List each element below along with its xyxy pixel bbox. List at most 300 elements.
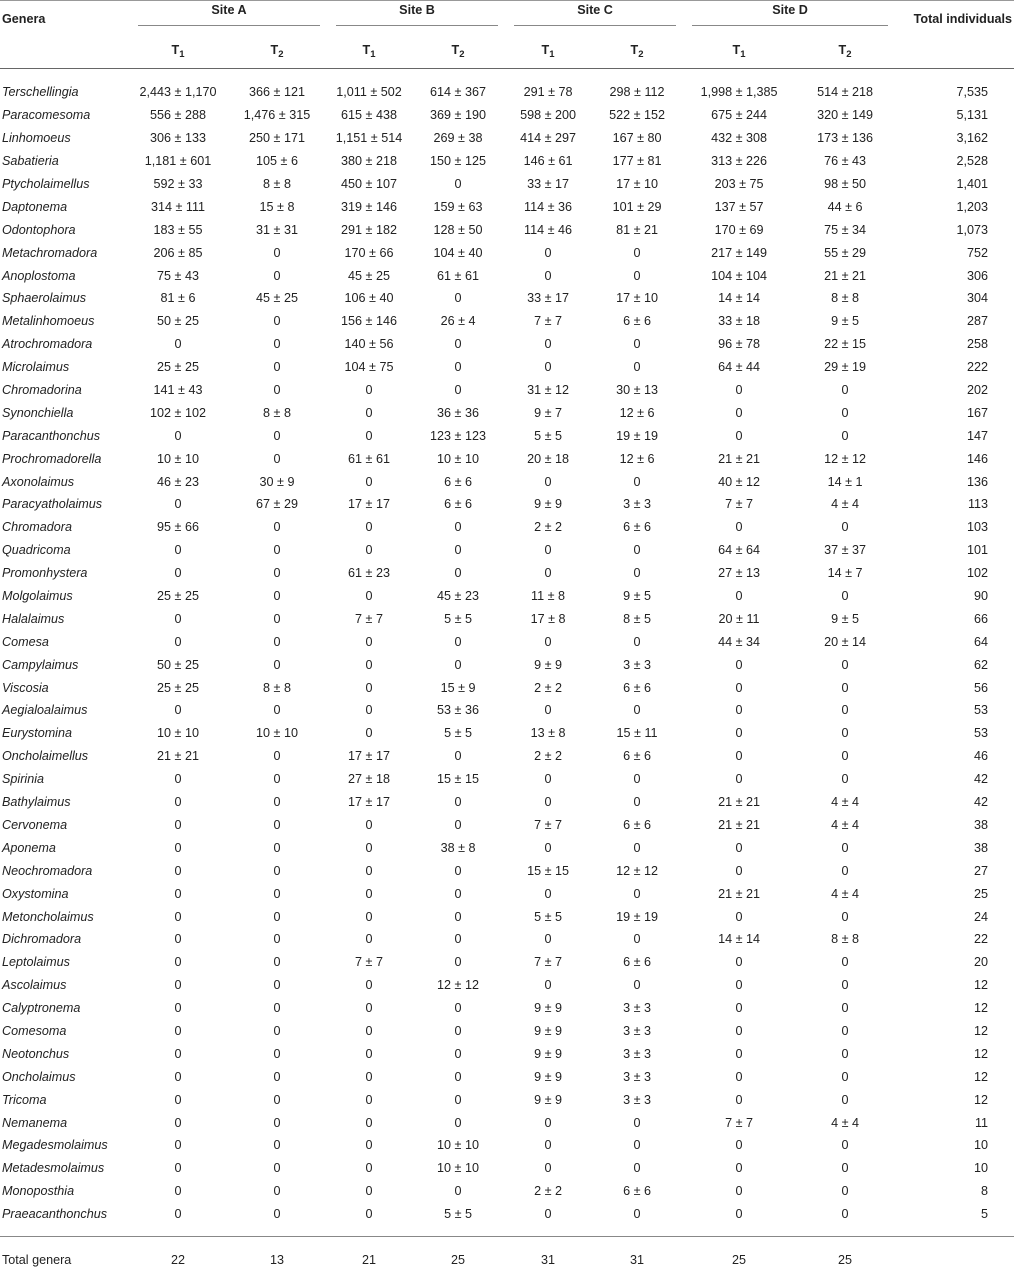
genus-name: Leptolaimus (2, 955, 70, 970)
genus-name: Comesoma (2, 1023, 67, 1038)
abundance-cell: 128 ± 50 (433, 222, 483, 237)
total-individuals-cell: 202 (967, 383, 989, 398)
abundance-cell: 6 ± 6 (623, 680, 651, 695)
abundance-cell: 0 (633, 1161, 641, 1176)
abundance-cell: 0 (365, 1001, 373, 1016)
total-individuals-cell: 12 (974, 1001, 989, 1016)
abundance-cell: 81 ± 21 (616, 222, 658, 237)
abundance-cell: 141 ± 43 (153, 383, 203, 398)
abundance-cell: 0 (365, 909, 373, 924)
abundance-cell: 98 ± 50 (824, 177, 867, 191)
abundance-cell: 0 (633, 245, 641, 260)
abundance-cell: 7 ± 7 (355, 955, 383, 970)
abundance-cell: 46 ± 23 (157, 474, 199, 489)
abundance-cell: 5 ± 5 (444, 611, 472, 626)
abundance-cell: 0 (454, 1023, 462, 1038)
genus-name: Synonchiella (2, 405, 74, 420)
table-row (0, 653, 1014, 676)
table-header (0, 1, 1014, 69)
abundance-cell: 0 (633, 360, 641, 375)
abundance-cell: 556 ± 288 (150, 108, 206, 123)
abundance-cell: 0 (841, 1023, 849, 1038)
total-individuals-cell: 46 (974, 749, 989, 764)
abundance-cell: 9 ± 9 (534, 1092, 562, 1107)
header-row-sites (0, 1, 1014, 31)
abundance-cell: 0 (273, 1069, 281, 1084)
abundance-cell: 0 (735, 726, 743, 741)
abundance-cell: 31 ± 31 (256, 222, 298, 237)
abundance-cell: 0 (841, 749, 849, 764)
abundance-cell: 20 ± 18 (527, 451, 569, 466)
abundance-cell: 0 (841, 680, 849, 695)
abundance-cell: 0 (454, 1001, 462, 1016)
abundance-cell: 0 (365, 657, 373, 672)
abundance-cell: 4 ± 4 (831, 886, 860, 901)
abundance-cell: 0 (273, 451, 281, 466)
abundance-cell: 14 ± 14 (718, 932, 761, 947)
abundance-cell: 7 ± 7 (725, 497, 753, 512)
abundance-cell: 0 (365, 978, 373, 993)
abundance-cell: 75 ± 34 (824, 222, 867, 237)
abundance-cell: 0 (365, 840, 373, 855)
treatment-header: $T_2$ (228, 30, 326, 69)
abundance-cell: 9 ± 9 (534, 657, 562, 672)
abundance-cell: 0 (454, 932, 462, 947)
abundance-cell: 0 (273, 566, 281, 581)
genus-name: Ptycholaimellus (2, 177, 90, 191)
abundance-cell: 0 (174, 932, 182, 947)
abundance-cell: 140 ± 56 (344, 337, 394, 352)
abundance-cell: 0 (174, 1138, 182, 1153)
genus-name: Aegialoalaimus (2, 703, 88, 718)
total-individuals-cell: 146 (967, 451, 989, 466)
abundance-cell: 0 (633, 932, 641, 947)
abundance-cell: 7 ± 7 (355, 611, 383, 626)
abundance-cell: 0 (841, 840, 849, 855)
abundance-cell: 14 ± 7 (827, 566, 863, 581)
abundance-cell: 2 ± 2 (534, 749, 562, 764)
abundance-cell: 10 ± 10 (437, 1161, 479, 1176)
abundance-cell: 0 (735, 1092, 743, 1107)
genus-name: Linhomoeus (2, 131, 71, 146)
table-row (0, 745, 1014, 768)
table-row (0, 127, 1014, 150)
abundance-cell: 21 ± 21 (718, 817, 761, 832)
genus-name: Calyptronema (2, 1001, 81, 1016)
abundance-cell: 291 ± 78 (523, 85, 573, 100)
site-b-header: Site B (326, 1, 504, 31)
table-row (0, 310, 1014, 333)
treatment-header: $T_2$ (412, 30, 504, 69)
abundance-cell: 30 ± 9 (259, 474, 295, 489)
abundance-cell: 25 ± 25 (157, 360, 199, 375)
total-individuals-cell: 42 (974, 795, 989, 810)
abundance-cell: 15 ± 11 (616, 726, 658, 741)
abundance-cell: 36 ± 36 (437, 405, 479, 420)
genus-name: Odontophora (2, 222, 76, 237)
abundance-cell: 61 ± 61 (437, 268, 479, 283)
table-row (0, 1111, 1014, 1134)
abundance-cell: 0 (633, 566, 641, 581)
abundance-cell: 1,476 ± 315 (243, 108, 311, 123)
genus-name: Bathylaimus (2, 795, 71, 810)
abundance-cell: 0 (735, 1069, 743, 1084)
abundance-cell: 0 (454, 1184, 462, 1199)
treatment-header: $T_1$ (504, 30, 592, 69)
genus-name: Paracyatholaimus (2, 497, 103, 512)
abundance-cell: 3 ± 3 (623, 1046, 651, 1061)
abundance-cell: 0 (365, 726, 373, 741)
abundance-cell: 6 ± 6 (623, 955, 651, 970)
total-genera-value: 31 (630, 1252, 645, 1267)
genus-name: Viscosia (2, 680, 49, 695)
abundance-cell: 0 (174, 1046, 182, 1061)
genus-name: Cervonema (2, 817, 68, 832)
abundance-cell: 320 ± 149 (817, 108, 874, 123)
abundance-cell: 9 ± 9 (534, 1069, 562, 1084)
abundance-cell: 31 ± 12 (527, 383, 569, 398)
abundance-cell: 6 ± 6 (623, 314, 651, 329)
total-individuals-cell: 7,535 (956, 85, 989, 100)
total-individuals-cell: 56 (974, 680, 989, 695)
abundance-cell: 598 ± 200 (520, 108, 576, 123)
table-row (0, 150, 1014, 173)
abundance-cell: 0 (273, 383, 281, 398)
abundance-cell: 0 (174, 840, 182, 855)
abundance-cell: 0 (273, 337, 281, 352)
abundance-cell: 0 (544, 1207, 552, 1222)
abundance-cell: 33 ± 17 (527, 177, 569, 191)
abundance-cell: 17 ± 17 (348, 795, 390, 810)
abundance-cell: 0 (633, 886, 641, 901)
abundance-cell: 0 (273, 749, 281, 764)
abundance-cell: 0 (544, 886, 552, 901)
table-row (0, 859, 1014, 882)
abundance-cell: 0 (174, 543, 182, 558)
abundance-cell: 0 (174, 611, 182, 626)
abundance-cell: 0 (273, 268, 281, 283)
genus-name: Halalaimus (2, 611, 65, 626)
total-genera-value: 31 (541, 1252, 556, 1267)
table-row (0, 905, 1014, 928)
abundance-cell: 0 (273, 634, 281, 649)
genus-name: Axonolaimus (2, 474, 75, 489)
total-individuals-cell: 3,162 (956, 131, 989, 146)
abundance-cell: 30 ± 13 (616, 383, 658, 398)
abundance-cell: 44 ± 34 (718, 634, 761, 649)
genera-column-header: Genera (0, 1, 128, 31)
abundance-cell: 0 (633, 268, 641, 283)
genus-name: Nemanema (2, 1115, 68, 1130)
abundance-cell: 0 (365, 1069, 373, 1084)
abundance-cell: 0 (841, 657, 849, 672)
total-individuals-cell: 12 (974, 978, 989, 993)
abundance-cell: 7 ± 7 (534, 817, 562, 832)
abundance-cell: 159 ± 63 (433, 199, 483, 214)
abundance-cell: 0 (365, 589, 373, 604)
abundance-cell: 0 (273, 245, 281, 260)
abundance-cell: 64 ± 64 (718, 543, 761, 558)
table-row (0, 81, 1014, 104)
abundance-cell: 0 (273, 543, 281, 558)
abundance-cell: 0 (454, 657, 462, 672)
abundance-cell: 314 ± 111 (150, 199, 206, 214)
abundance-cell: 20 ± 11 (718, 611, 760, 626)
abundance-cell: 0 (273, 520, 281, 535)
abundance-cell: 137 ± 57 (714, 199, 764, 214)
abundance-cell: 1,011 ± 502 (336, 85, 402, 100)
genus-name: Metalinhomoeus (2, 314, 95, 329)
abundance-cell: 9 ± 9 (534, 497, 562, 512)
genus-name: Metachromadora (2, 245, 98, 260)
genus-name: Terschellingia (2, 85, 79, 100)
abundance-cell: 0 (633, 840, 641, 855)
total-individuals-cell: 101 (967, 543, 989, 558)
abundance-cell: 0 (735, 405, 743, 420)
abundance-cell: 2,443 ± 1,170 (139, 85, 217, 100)
abundance-cell: 9 ± 9 (534, 1001, 562, 1016)
abundance-cell: 150 ± 125 (430, 154, 486, 169)
abundance-cell: 0 (174, 428, 182, 443)
abundance-cell: 4 ± 4 (831, 795, 860, 810)
abundance-cell: 0 (273, 795, 281, 810)
genus-name: Praeacanthonchus (2, 1207, 108, 1222)
abundance-cell: 0 (735, 1001, 743, 1016)
genus-name: Campylaimus (2, 657, 79, 672)
abundance-cell: 0 (841, 1092, 849, 1107)
abundance-cell: 0 (365, 520, 373, 535)
table-row (0, 814, 1014, 837)
genus-name: Dichromadora (2, 932, 82, 947)
total-individuals-header: Total individuals (894, 1, 1014, 31)
abundance-cell: 0 (174, 978, 182, 993)
genus-name: Metadesmolaimus (2, 1161, 105, 1176)
abundance-cell: 9 ± 5 (831, 611, 860, 626)
abundance-cell: 0 (735, 1161, 743, 1176)
abundance-cell: 14 ± 14 (718, 291, 761, 306)
genus-name: Paracanthonchus (2, 428, 101, 443)
abundance-cell: 10 ± 10 (157, 726, 199, 741)
abundance-cell: 0 (735, 680, 743, 695)
abundance-cell: 75 ± 43 (157, 268, 199, 283)
table-row (0, 1020, 1014, 1043)
abundance-cell: 0 (365, 1207, 373, 1222)
abundance-cell: 8 ± 5 (623, 611, 651, 626)
abundance-cell: 0 (735, 1046, 743, 1061)
abundance-cell: 0 (454, 1069, 462, 1084)
abundance-cell: 0 (544, 566, 552, 581)
table-row (0, 791, 1014, 814)
abundance-cell: 0 (841, 1161, 849, 1176)
abundance-cell: 203 ± 75 (714, 177, 764, 191)
abundance-cell: 3 ± 3 (623, 1023, 651, 1038)
genus-name: Atrochromadora (2, 337, 93, 352)
abundance-cell: 0 (454, 543, 462, 558)
genus-name: Neotonchus (2, 1046, 70, 1061)
abundance-cell: 0 (174, 634, 182, 649)
genus-name: Oncholaimus (2, 1069, 76, 1084)
abundance-cell: 0 (365, 474, 373, 489)
abundance-cell: 217 ± 149 (711, 245, 768, 260)
abundance-cell: 0 (273, 1161, 281, 1176)
abundance-cell: 0 (735, 909, 743, 924)
abundance-cell: 0 (841, 863, 849, 878)
abundance-cell: 6 ± 6 (623, 749, 651, 764)
abundance-cell: 0 (273, 360, 281, 375)
abundance-cell: 0 (454, 955, 462, 970)
genus-name: Monoposthia (2, 1184, 75, 1199)
table-row (0, 997, 1014, 1020)
genus-name: Oncholaimellus (2, 749, 89, 764)
total-individuals-cell: 25 (974, 886, 989, 901)
genus-name: Daptonema (2, 199, 68, 214)
abundance-cell: 0 (633, 978, 641, 993)
abundance-cell: 298 ± 112 (609, 85, 665, 100)
abundance-cell: 0 (544, 1115, 552, 1130)
abundance-cell: 0 (273, 1023, 281, 1038)
abundance-cell: 0 (174, 1184, 182, 1199)
abundance-cell: 13 ± 8 (530, 726, 566, 741)
abundance-cell: 167 ± 80 (612, 131, 662, 146)
abundance-cell: 6 ± 6 (444, 497, 472, 512)
abundance-cell: 0 (735, 749, 743, 764)
total-individuals-cell: 42 (974, 772, 989, 787)
table-row (0, 104, 1014, 127)
total-genera-value: 13 (270, 1252, 285, 1267)
abundance-cell: 0 (273, 1092, 281, 1107)
abundance-cell: 0 (273, 589, 281, 604)
total-individuals-cell: 2,528 (956, 154, 989, 169)
abundance-cell: 0 (544, 474, 552, 489)
total-individuals-cell: 62 (974, 657, 989, 672)
abundance-cell: 0 (273, 1115, 281, 1130)
treatment-header: $T_1$ (682, 30, 796, 69)
abundance-cell: 25 ± 25 (157, 680, 199, 695)
treatment-header: $T_1$ (326, 30, 412, 69)
abundance-cell: 0 (365, 1138, 373, 1153)
abundance-cell: 0 (365, 1023, 373, 1038)
abundance-cell: 0 (273, 1207, 281, 1222)
abundance-cell: 0 (735, 589, 743, 604)
abundance-cell: 0 (841, 1046, 849, 1061)
abundance-cell: 0 (365, 428, 373, 443)
abundance-cell: 104 ± 40 (433, 245, 483, 260)
treatment-header: $T_1$ (128, 30, 228, 69)
total-individuals-cell: 12 (974, 1092, 989, 1107)
abundance-cell: 0 (841, 1184, 849, 1199)
genus-name: Metoncholaimus (2, 909, 94, 924)
abundance-cell: 40 ± 12 (718, 474, 761, 489)
abundance-cell: 0 (174, 886, 182, 901)
abundance-cell: 0 (633, 543, 641, 558)
table-row (0, 470, 1014, 493)
abundance-cell: 17 ± 17 (348, 497, 390, 512)
genus-name: Sabatieria (2, 154, 59, 169)
abundance-cell: 104 ± 75 (344, 360, 394, 375)
abundance-cell: 76 ± 43 (824, 154, 867, 169)
abundance-cell: 170 ± 69 (714, 222, 764, 237)
abundance-cell: 0 (454, 634, 462, 649)
total-genera-value: 25 (732, 1252, 747, 1267)
abundance-cell: 0 (544, 795, 552, 810)
abundance-cell: 0 (273, 863, 281, 878)
abundance-cell: 0 (735, 703, 743, 718)
total-individuals-cell: 53 (974, 703, 989, 718)
genus-name: Molgolaimus (2, 589, 73, 604)
abundance-cell: 0 (365, 543, 373, 558)
genus-name: Promonhystera (2, 566, 88, 581)
total-individuals-cell: 752 (967, 245, 989, 260)
table-row (0, 722, 1014, 745)
abundance-cell: 0 (841, 1001, 849, 1016)
genus-name: Ascolaimus (2, 978, 67, 993)
abundance-cell: 27 ± 18 (348, 772, 390, 787)
total-genera-value: 25 (838, 1252, 853, 1267)
abundance-cell: 0 (735, 863, 743, 878)
abundance-cell: 0 (273, 1138, 281, 1153)
abundance-cell: 0 (735, 955, 743, 970)
abundance-cell: 0 (365, 863, 373, 878)
table-row (0, 264, 1014, 287)
abundance-cell: 6 ± 6 (623, 1184, 651, 1199)
abundance-cell: 0 (273, 314, 281, 329)
abundance-cell: 0 (841, 1138, 849, 1153)
abundance-cell: 0 (735, 978, 743, 993)
spacer-row (0, 69, 1014, 82)
abundance-cell: 61 ± 23 (348, 566, 390, 581)
table-row (0, 676, 1014, 699)
abundance-cell: 12 ± 12 (824, 451, 867, 466)
abundance-cell: 250 ± 171 (249, 131, 305, 146)
abundance-cell: 0 (735, 1138, 743, 1153)
abundance-cell: 0 (365, 886, 373, 901)
abundance-cell: 0 (633, 337, 641, 352)
table-body (0, 69, 1014, 1237)
abundance-cell: 291 ± 182 (341, 222, 397, 237)
table-row (0, 539, 1014, 562)
abundance-cell: 8 ± 8 (831, 932, 860, 947)
table-row (0, 173, 1014, 196)
abundance-cell: 15 ± 8 (259, 199, 295, 214)
abundance-cell: 4 ± 4 (831, 817, 860, 832)
table-row (0, 562, 1014, 585)
abundance-cell: 105 ± 6 (256, 154, 298, 169)
total-individuals-cell: 11 (974, 1115, 989, 1130)
abundance-cell: 5 ± 5 (444, 726, 472, 741)
abundance-cell: 0 (454, 337, 462, 352)
abundance-cell: 5 ± 5 (444, 1207, 472, 1222)
abundance-cell: 414 ± 297 (520, 131, 576, 146)
total-genera-row (0, 1236, 1014, 1269)
abundance-cell: 432 ± 308 (711, 131, 768, 146)
abundance-cell: 19 ± 19 (616, 428, 658, 443)
abundance-cell: 5 ± 5 (534, 909, 562, 924)
spacer-row (0, 1226, 1014, 1237)
abundance-cell: 0 (174, 337, 182, 352)
table-row (0, 1203, 1014, 1226)
abundance-cell: 0 (454, 795, 462, 810)
table-row (0, 516, 1014, 539)
table-row (0, 379, 1014, 402)
site-a-header: Site A (128, 1, 326, 31)
abundance-cell: 0 (273, 611, 281, 626)
total-individuals-cell: 22 (974, 932, 989, 947)
abundance-cell: 8 ± 8 (263, 680, 291, 695)
genus-name: Comesa (2, 634, 49, 649)
abundance-cell: 106 ± 40 (344, 291, 394, 306)
abundance-cell: 45 ± 23 (437, 589, 479, 604)
table-row (0, 333, 1014, 356)
